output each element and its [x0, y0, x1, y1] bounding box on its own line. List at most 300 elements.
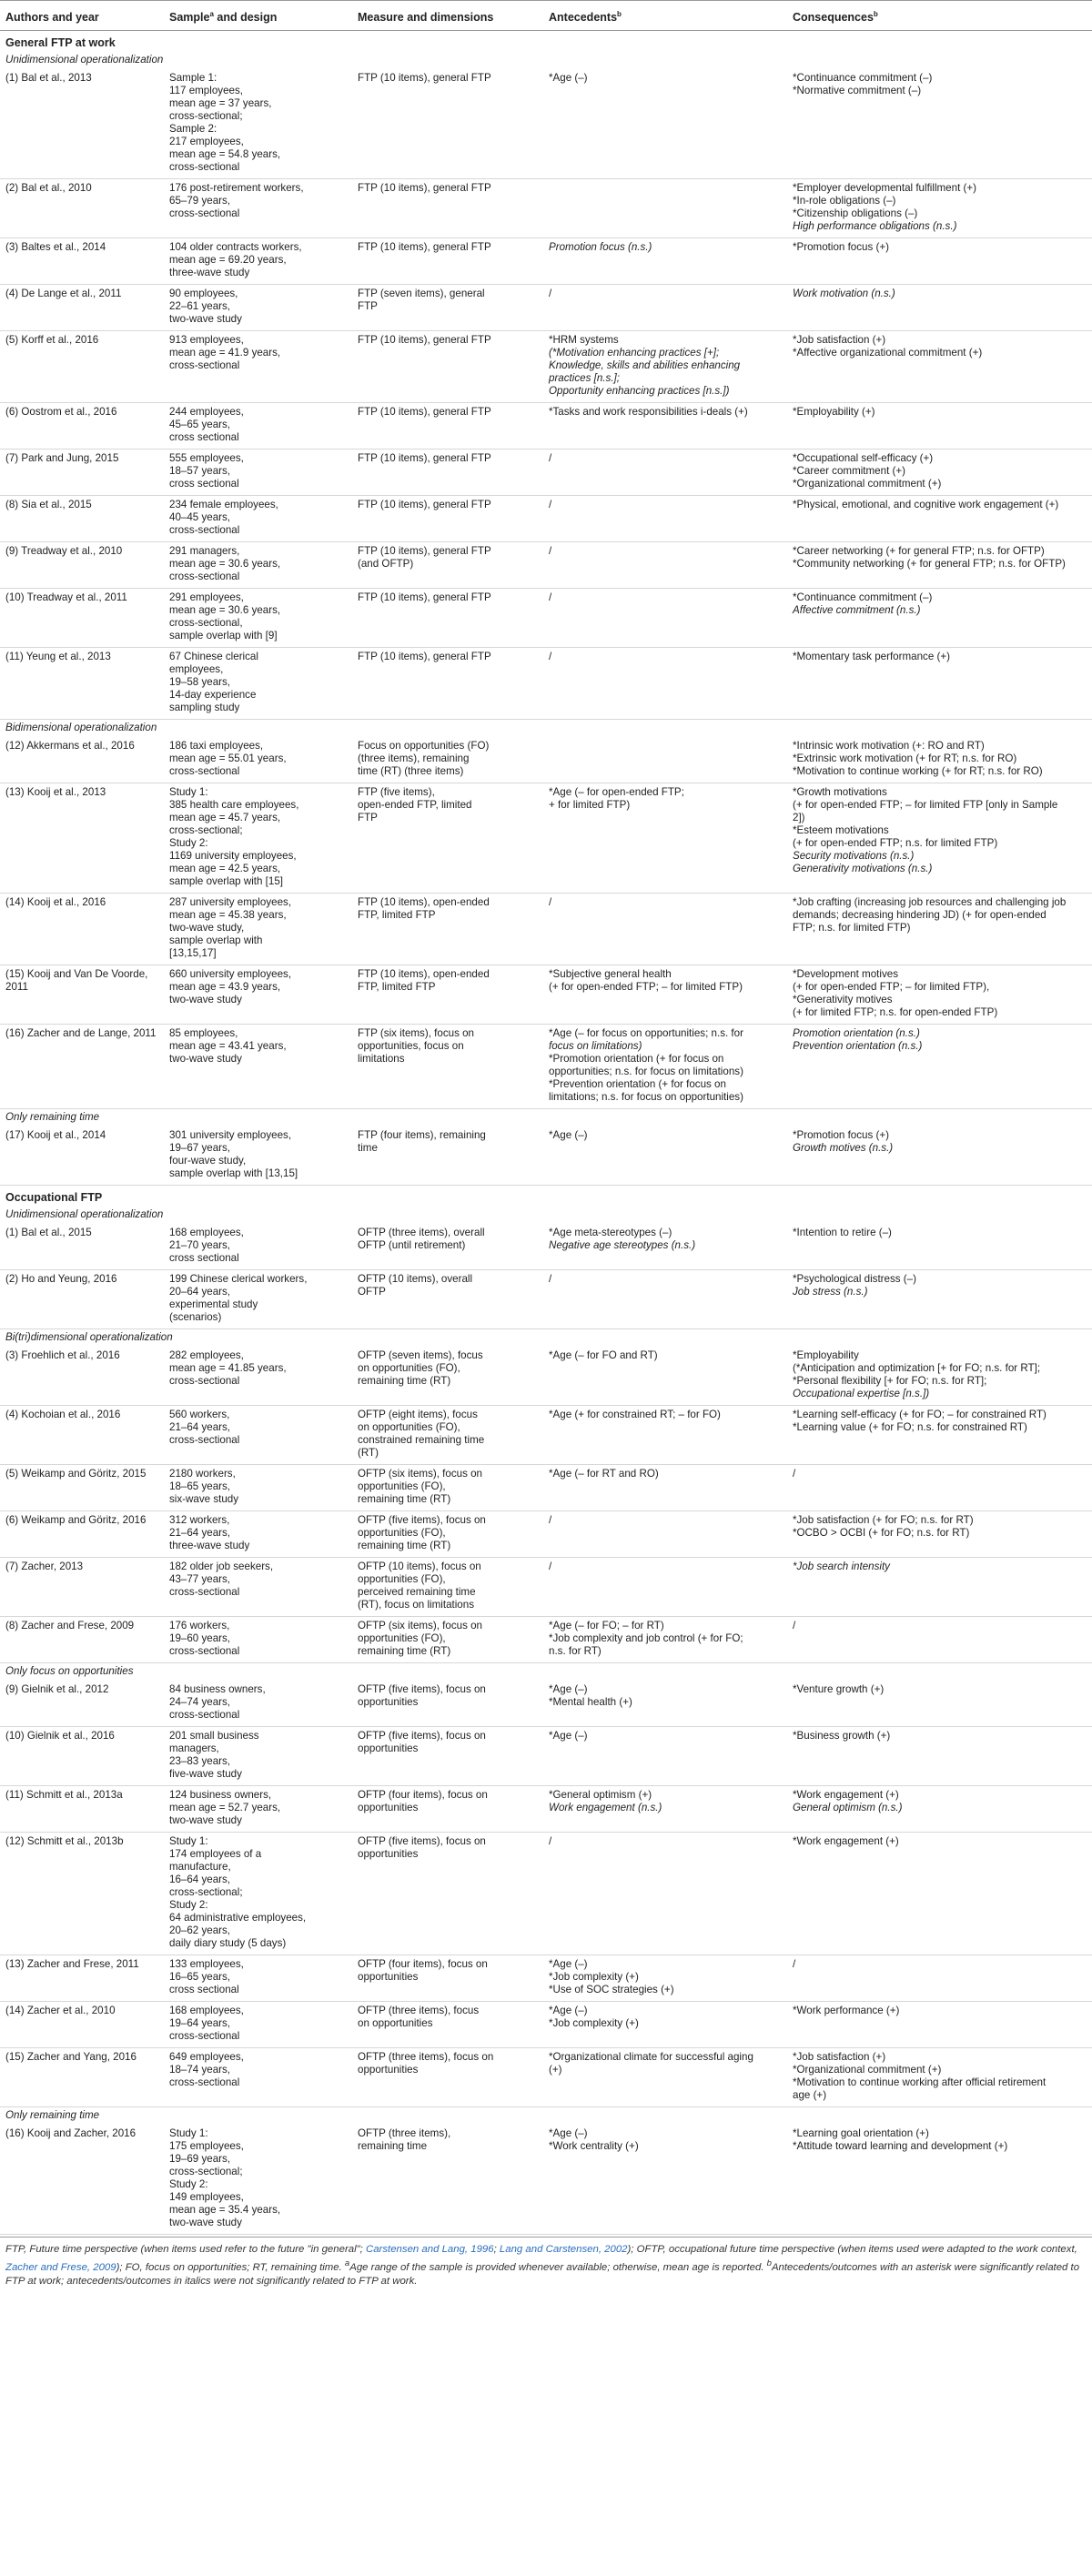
- table-row: [0, 1558, 1092, 1617]
- cell-antecedents: [543, 331, 787, 403]
- cell-author: (9) Treadway et al., 2010: [0, 542, 164, 589]
- table-row: [0, 648, 1092, 720]
- table-row: [0, 450, 1092, 496]
- cell-consequences: [787, 69, 1092, 179]
- consequence-line: /: [793, 1958, 796, 1971]
- cell-antecedents: [543, 1833, 787, 1955]
- cell-sample: 168 employees, 19–64 years, cross-sectional: [164, 2002, 352, 2048]
- consequence-line: *Learning goal orientation (+): [793, 2127, 929, 2140]
- cell-sample: 104 older contracts workers, mean age = 69.20 years, three-wave study: [164, 238, 352, 285]
- consequence-line: *Growth motivations: [793, 786, 887, 799]
- table-row: [0, 331, 1092, 403]
- cell-measure: OFTP (five items), focus on opportunities: [352, 1727, 543, 1786]
- cell-author: (7) Zacher, 2013: [0, 1558, 164, 1617]
- cell-antecedents: [543, 403, 787, 450]
- subsection-title: Bi(tri)dimensional operationalization: [5, 1331, 173, 1344]
- cell-antecedents: [543, 542, 787, 589]
- cell-antecedents: [543, 589, 787, 648]
- consequence-line: *Intention to retire (–): [793, 1227, 892, 1239]
- cell-author: (11) Yeung et al., 2013: [0, 648, 164, 720]
- antecedent-line: *Promotion orientation (+ for focus on: [549, 1053, 724, 1066]
- cell-measure: FTP (seven items), general FTP: [352, 285, 543, 331]
- cell-antecedents: [543, 894, 787, 965]
- footnote-reference-link[interactable]: Lang and Carstensen, 2002: [499, 2244, 628, 2256]
- cell-antecedents: [543, 1406, 787, 1465]
- antecedent-line: *Work centrality (+): [549, 2140, 639, 2153]
- cell-consequences: [787, 737, 1092, 783]
- cell-antecedents: [543, 2048, 787, 2107]
- antecedent-line: *Organizational climate for successful aging: [549, 2051, 753, 2064]
- antecedent-line: *Age (+ for constrained RT; – for FO): [549, 1409, 721, 1421]
- antecedent-line: /: [549, 1561, 552, 1573]
- consequence-line: *Learning self-efficacy (+ for FO; – for constrained RT): [793, 1409, 1046, 1421]
- antecedent-line: /: [549, 591, 552, 604]
- consequence-line: *Normative commitment (–): [793, 85, 922, 97]
- cell-measure: FTP (four items), remaining time: [352, 1126, 543, 1186]
- cell-antecedents: [543, 1270, 787, 1329]
- antecedent-line: *Age (–): [549, 72, 588, 85]
- consequence-line: Growth motives (n.s.): [793, 1142, 894, 1155]
- cell-sample: 312 workers, 21–64 years, three-wave study: [164, 1511, 352, 1558]
- cell-antecedents: [543, 1025, 787, 1109]
- cell-sample: 124 business owners, mean age = 52.7 years, two-wave study: [164, 1786, 352, 1833]
- antecedent-line: *Job complexity (+): [549, 1971, 639, 1984]
- consequence-line: (+ for open-ended FTP; – for limited FTP [only in Sample: [793, 799, 1058, 812]
- antecedent-line: (*Motivation enhancing practices [+];: [549, 347, 720, 359]
- cell-consequences: [787, 1025, 1092, 1109]
- cell-sample: 176 post-retirement workers, 65–79 years, cross-sectional: [164, 179, 352, 238]
- consequence-line: *Work engagement (+): [793, 1789, 899, 1802]
- consequence-line: 2]): [793, 812, 805, 824]
- consequence-line: *Motivation to continue working after official retirement: [793, 2076, 1046, 2089]
- cell-measure: OFTP (eight items), focus on opportunities (FO), constrained remaining time (RT): [352, 1406, 543, 1465]
- cell-antecedents: [543, 285, 787, 331]
- antecedent-line: *Use of SOC strategies (+): [549, 1984, 674, 1996]
- consequence-line: age (+): [793, 2089, 827, 2102]
- table-row: [0, 737, 1092, 783]
- cell-measure: FTP (10 items), general FTP: [352, 450, 543, 496]
- cell-author: (6) Weikamp and Göritz, 2016: [0, 1511, 164, 1558]
- consequence-line: General optimism (n.s.): [793, 1802, 903, 1814]
- cell-consequences: [787, 1833, 1092, 1955]
- cell-measure: OFTP (five items), focus on opportunities: [352, 1681, 543, 1727]
- cell-measure: Focus on opportunities (FO) (three items), remaining time (RT) (three items): [352, 737, 543, 783]
- antecedent-line: Opportunity enhancing practices [n.s.]): [549, 385, 730, 398]
- cell-author: (16) Kooij and Zacher, 2016: [0, 2125, 164, 2235]
- consequence-line: *Momentary task performance (+): [793, 651, 951, 663]
- header-sample-sup: a: [209, 10, 214, 18]
- cell-sample: Study 1: 385 health care employees, mean age = 45.7 years, cross-sectional; Study 2: 1169 university employees, mean age = 42.5 years, sample overlap with [15]: [164, 783, 352, 894]
- cell-sample: 234 female employees, 40–45 years, cross-sectional: [164, 496, 352, 542]
- cell-consequences: [787, 1681, 1092, 1727]
- footnote-sup: a: [344, 2258, 350, 2269]
- table-body: [0, 31, 1092, 2235]
- antecedent-line: (+ for open-ended FTP; – for limited FTP): [549, 981, 743, 994]
- cell-consequences: [787, 1558, 1092, 1617]
- cell-measure: OFTP (10 items), focus on opportunities (FO), perceived remaining time (RT), focus on limitations: [352, 1558, 543, 1617]
- consequence-line: *Citizenship obligations (–): [793, 207, 918, 220]
- consequence-line: *OCBO > OCBI (+ for FO; n.s. for RT): [793, 1527, 970, 1540]
- table-row: [0, 965, 1092, 1025]
- consequence-line: *Learning value (+ for FO; n.s. for constrained RT): [793, 1421, 1027, 1434]
- consequence-line: demands; decreasing hindering JD) (+ for open-ended: [793, 909, 1046, 922]
- antecedent-line: Knowledge, skills and abilities enhancing: [549, 359, 741, 372]
- cell-antecedents: [543, 1465, 787, 1511]
- cell-measure: OFTP (seven items), focus on opportunities (FO), remaining time (RT): [352, 1347, 543, 1406]
- cell-consequences: [787, 783, 1092, 894]
- antecedent-line: *Age (– for open-ended FTP;: [549, 786, 684, 799]
- cell-consequences: [787, 894, 1092, 965]
- antecedent-line: /: [549, 1514, 552, 1527]
- antecedent-line: *Mental health (+): [549, 1696, 632, 1709]
- cell-author: (9) Gielnik et al., 2012: [0, 1681, 164, 1727]
- table-row: [0, 1955, 1092, 2002]
- cell-antecedents: [543, 783, 787, 894]
- antecedent-line: focus on limitations): [549, 1040, 642, 1053]
- consequence-line: *Intrinsic work motivation (+: RO and RT): [793, 740, 985, 753]
- cell-sample: 186 taxi employees, mean age = 55.01 years, cross-sectional: [164, 737, 352, 783]
- cell-author: (17) Kooij et al., 2014: [0, 1126, 164, 1186]
- cell-sample: 560 workers, 21–64 years, cross-sectional: [164, 1406, 352, 1465]
- cell-measure: FTP (10 items), open-ended FTP, limited FTP: [352, 894, 543, 965]
- footnote-text: Antecedents/outcomes with an asterisk were significantly related to FTP at work; antecedents/outcomes in italics were not significantly related to FTP at work.: [5, 2261, 1080, 2287]
- consequence-line: *Physical, emotional, and cognitive work engagement (+): [793, 499, 1059, 511]
- cell-author: (14) Zacher et al., 2010: [0, 2002, 164, 2048]
- antecedent-line: *Age (–): [549, 2127, 588, 2140]
- antecedent-line: *Age (–): [549, 1958, 588, 1971]
- cell-author: (3) Froehlich et al., 2016: [0, 1347, 164, 1406]
- header-sample: [164, 1, 352, 31]
- table-row: [0, 403, 1092, 450]
- consequence-line: *Career commitment (+): [793, 465, 906, 478]
- subsection-title: Only focus on opportunities: [5, 1665, 134, 1678]
- antecedent-line: Promotion focus (n.s.): [549, 241, 652, 254]
- cell-measure: OFTP (three items), focus on opportunities: [352, 2002, 543, 2048]
- consequence-line: *Affective organizational commitment (+): [793, 347, 983, 359]
- cell-measure: FTP (six items), focus on opportunities, focus on limitations: [352, 1025, 543, 1109]
- table-row: [0, 69, 1092, 179]
- table-row: [0, 1727, 1092, 1786]
- cell-consequences: [787, 965, 1092, 1025]
- consequence-line: *Job search intensity: [793, 1561, 890, 1573]
- cell-sample: 282 employees, mean age = 41.85 years, cross-sectional: [164, 1347, 352, 1406]
- cell-measure: OFTP (six items), focus on opportunities (FO), remaining time (RT): [352, 1465, 543, 1511]
- cell-consequences: [787, 589, 1092, 648]
- antecedent-line: /: [549, 288, 552, 300]
- subsection-title: Unidimensional operationalization: [5, 54, 164, 66]
- consequence-line: *Employer developmental fulfillment (+): [793, 182, 977, 195]
- cell-author: (13) Zacher and Frese, 2011: [0, 1955, 164, 2002]
- consequence-line: FTP; n.s. for limited FTP): [793, 922, 911, 934]
- antecedent-line: *Job complexity (+): [549, 2017, 639, 2030]
- consequence-line: *Generativity motives: [793, 994, 893, 1006]
- consequence-line: High performance obligations (n.s.): [793, 220, 957, 233]
- cell-sample: 176 workers, 19–60 years, cross-sectional: [164, 1617, 352, 1663]
- cell-measure: OFTP (three items), overall OFTP (until retirement): [352, 1224, 543, 1270]
- header-row: [0, 1, 1092, 31]
- table-row: [0, 589, 1092, 648]
- cell-sample: 291 managers, mean age = 30.6 years, cross-sectional: [164, 542, 352, 589]
- cell-antecedents: [543, 2125, 787, 2235]
- consequence-line: *In-role obligations (–): [793, 195, 896, 207]
- cell-consequences: [787, 285, 1092, 331]
- cell-measure: FTP (10 items), general FTP: [352, 496, 543, 542]
- consequence-line: *Continuance commitment (–): [793, 591, 933, 604]
- cell-antecedents: [543, 1224, 787, 1270]
- antecedent-line: /: [549, 545, 552, 558]
- antecedent-line: n.s. for RT): [549, 1645, 602, 1658]
- cell-measure: FTP (five items), open-ended FTP, limited FTP: [352, 783, 543, 894]
- cell-consequences: [787, 648, 1092, 720]
- cell-consequences: [787, 238, 1092, 285]
- consequence-line: *Continuance commitment (–): [793, 72, 933, 85]
- cell-author: (4) De Lange et al., 2011: [0, 285, 164, 331]
- cell-consequences: [787, 403, 1092, 450]
- consequence-line: Generativity motivations (n.s.): [793, 863, 933, 875]
- consequence-line: Promotion orientation (n.s.): [793, 1027, 920, 1040]
- antecedent-line: *Age (–): [549, 2005, 588, 2017]
- table-row: [0, 1511, 1092, 1558]
- cell-sample: 301 university employees, 19–67 years, four-wave study, sample overlap with [13,15]: [164, 1126, 352, 1186]
- table-row: [0, 285, 1092, 331]
- cell-sample: 660 university employees, mean age = 43.9 years, two-wave study: [164, 965, 352, 1025]
- antecedent-line: /: [549, 1835, 552, 1848]
- subsection-title: Unidimensional operationalization: [5, 1208, 164, 1221]
- consequence-line: *Promotion focus (+): [793, 241, 889, 254]
- cell-author: (10) Gielnik et al., 2016: [0, 1727, 164, 1786]
- cell-consequences: [787, 2002, 1092, 2048]
- consequence-line: *Work performance (+): [793, 2005, 900, 2017]
- cell-author: (8) Sia et al., 2015: [0, 496, 164, 542]
- cell-antecedents: [543, 179, 787, 238]
- table-row: [0, 2002, 1092, 2048]
- footnote-reference-link[interactable]: Carstensen and Lang, 1996: [365, 2244, 494, 2256]
- antecedent-line: *General optimism (+): [549, 1789, 652, 1802]
- cell-author: (10) Treadway et al., 2011: [0, 589, 164, 648]
- cell-consequences: [787, 1224, 1092, 1270]
- cell-sample: 291 employees, mean age = 30.6 years, cross-sectional, sample overlap with [9]: [164, 589, 352, 648]
- cell-measure: FTP (10 items), general FTP: [352, 69, 543, 179]
- cell-sample: 133 employees, 16–65 years, cross sectional: [164, 1955, 352, 2002]
- consequence-line: *Development motives: [793, 968, 898, 981]
- antecedent-line: (+): [549, 2064, 562, 2076]
- cell-consequences: [787, 450, 1092, 496]
- cell-consequences: [787, 1270, 1092, 1329]
- cell-consequences: [787, 496, 1092, 542]
- antecedent-line: *Age (–): [549, 1730, 588, 1743]
- cell-sample: 287 university employees, mean age = 45.38 years, two-wave study, sample overlap with [13,15,17]: [164, 894, 352, 965]
- cell-consequences: [787, 1126, 1092, 1186]
- cell-antecedents: [543, 1511, 787, 1558]
- consequence-line: *Job satisfaction (+ for FO; n.s. for RT): [793, 1514, 974, 1527]
- consequence-line: *Motivation to continue working (+ for RT; n.s. for RO): [793, 765, 1043, 778]
- cell-author: (2) Ho and Yeung, 2016: [0, 1270, 164, 1329]
- consequence-line: *Employability (+): [793, 406, 875, 419]
- cell-author: (5) Korff et al., 2016: [0, 331, 164, 403]
- cell-sample: 84 business owners, 24–74 years, cross-sectional: [164, 1681, 352, 1727]
- consequence-line: *Attitude toward learning and development (+): [793, 2140, 1008, 2153]
- table-row: [0, 894, 1092, 965]
- consequence-line: Work motivation (n.s.): [793, 288, 895, 300]
- table-row: [0, 1617, 1092, 1663]
- section-header-row: [0, 1186, 1092, 1207]
- cell-consequences: [787, 2048, 1092, 2107]
- consequence-line: *Promotion focus (+): [793, 1129, 889, 1142]
- consequence-line: Security motivations (n.s.): [793, 850, 915, 863]
- consequence-line: *Organizational commitment (+): [793, 2064, 942, 2076]
- cell-author: (16) Zacher and de Lange, 2011: [0, 1025, 164, 1109]
- consequence-line: *Community networking (+ for general FTP; n.s. for OFTP): [793, 558, 1066, 571]
- antecedent-line: /: [549, 452, 552, 465]
- cell-sample: 555 employees, 18–57 years, cross sectional: [164, 450, 352, 496]
- cell-measure: FTP (10 items), general FTP: [352, 589, 543, 648]
- cell-measure: FTP (10 items), general FTP (and OFTP): [352, 542, 543, 589]
- cell-measure: OFTP (10 items), overall OFTP: [352, 1270, 543, 1329]
- consequence-line: Job stress (n.s.): [793, 1286, 868, 1298]
- cell-author: (8) Zacher and Frese, 2009: [0, 1617, 164, 1663]
- table-header: [0, 1, 1092, 31]
- section-title: Occupational FTP: [5, 1191, 103, 1205]
- cell-consequences: [787, 1511, 1092, 1558]
- antecedent-line: /: [549, 651, 552, 663]
- cell-consequences: [787, 1727, 1092, 1786]
- consequence-line: *Extrinsic work motivation (+ for RT; n.s. for RO): [793, 753, 1017, 765]
- cell-consequences: [787, 331, 1092, 403]
- antecedent-line: Negative age stereotypes (n.s.): [549, 1239, 696, 1252]
- antecedent-line: Work engagement (n.s.): [549, 1802, 662, 1814]
- antecedent-line: /: [549, 1273, 552, 1286]
- antecedent-line: *Job complexity and job control (+ for FO;: [549, 1632, 743, 1645]
- cell-consequences: [787, 2125, 1092, 2235]
- antecedent-line: *Age (–): [549, 1129, 588, 1142]
- consequence-line: Occupational expertise [n.s.]): [793, 1388, 930, 1400]
- cell-sample: 2180 workers, 18–65 years, six-wave study: [164, 1465, 352, 1511]
- subsection-header-row: [0, 1109, 1092, 1127]
- antecedent-line: *Subjective general health: [549, 968, 672, 981]
- header-sample-tail: and design: [213, 11, 278, 25]
- subsection-header-row: [0, 2107, 1092, 2126]
- cell-author: (7) Park and Jung, 2015: [0, 450, 164, 496]
- cell-measure: FTP (10 items), general FTP: [352, 331, 543, 403]
- footnote-sup: b: [766, 2258, 772, 2269]
- cell-antecedents: [543, 1126, 787, 1186]
- cell-antecedents: [543, 648, 787, 720]
- antecedent-line: *Age (– for RT and RO): [549, 1468, 659, 1480]
- cell-sample: Study 1: 175 employees, 19–69 years, cross-sectional; Study 2: 149 employees, mean age = 35.4 years, two-wave study: [164, 2125, 352, 2235]
- footnote-text: ); OFTP, occupational future time perspective (when items used were adapted to the work context,: [627, 2244, 1077, 2256]
- cell-consequences: [787, 1955, 1092, 2002]
- subsection-title: Only remaining time: [5, 1111, 100, 1124]
- cell-sample: Study 1: 174 employees of a manufacture, 16–64 years, cross-sectional; Study 2: 64 administrative employees, 20–62 years, daily diary study (5 days): [164, 1833, 352, 1955]
- cell-measure: OFTP (four items), focus on opportunities: [352, 1955, 543, 2002]
- cell-sample: 201 small business managers, 23–83 years, five-wave study: [164, 1727, 352, 1786]
- consequence-line: *Psychological distress (–): [793, 1273, 916, 1286]
- header-consequences-label: Consequences: [793, 11, 874, 25]
- cell-author: (13) Kooij et al., 2013: [0, 783, 164, 894]
- cell-measure: FTP (10 items), open-ended FTP, limited FTP: [352, 965, 543, 1025]
- cell-sample: 85 employees, mean age = 43.41 years, two-wave study: [164, 1025, 352, 1109]
- subsection-header-row: [0, 1329, 1092, 1348]
- header-authors: [0, 1, 164, 31]
- consequence-line: *Personal flexibility [+ for FO; n.s. for RT];: [793, 1375, 987, 1388]
- header-consequences: [787, 1, 1092, 31]
- antecedent-line: limitations; n.s. for focus on opportunities): [549, 1091, 743, 1104]
- consequence-line: (*Anticipation and optimization [+ for FO; n.s. for RT];: [793, 1362, 1041, 1375]
- subsection-header-row: [0, 52, 1092, 69]
- footnote-text: ); FO, focus on opportunities; RT, remaining time.: [116, 2261, 345, 2273]
- cell-measure: OFTP (three items), focus on opportunities: [352, 2048, 543, 2107]
- antecedent-line: practices [n.s.];: [549, 372, 620, 385]
- table-row: [0, 783, 1092, 894]
- antecedent-line: + for limited FTP): [549, 799, 631, 812]
- consequence-line: (+ for open-ended FTP; n.s. for limited FTP): [793, 837, 998, 850]
- consequence-line: *Job satisfaction (+): [793, 334, 886, 347]
- consequence-line: (+ for open-ended FTP; – for limited FTP),: [793, 981, 990, 994]
- footnote-text: ;: [493, 2244, 500, 2256]
- antecedent-line: /: [549, 896, 552, 909]
- consequence-line: *Business growth (+): [793, 1730, 891, 1743]
- cell-sample: 244 employees, 45–65 years, cross sectional: [164, 403, 352, 450]
- consequence-line: *Job satisfaction (+): [793, 2051, 886, 2064]
- cell-antecedents: [543, 737, 787, 783]
- cell-author: (6) Oostrom et al., 2016: [0, 403, 164, 450]
- table-row: [0, 1270, 1092, 1329]
- table-row: [0, 238, 1092, 285]
- cell-antecedents: [543, 1786, 787, 1833]
- table-row: [0, 496, 1092, 542]
- cell-sample: 182 older job seekers, 43–77 years, cross-sectional: [164, 1558, 352, 1617]
- cell-author: (12) Akkermans et al., 2016: [0, 737, 164, 783]
- cell-consequences: [787, 1465, 1092, 1511]
- cell-measure: OFTP (three items), remaining time: [352, 2125, 543, 2235]
- antecedent-line: *Age (–): [549, 1683, 588, 1696]
- header-antecedents-label: Antecedents: [549, 11, 618, 25]
- cell-consequences: [787, 1617, 1092, 1663]
- cell-antecedents: [543, 1681, 787, 1727]
- subsection-header-row: [0, 720, 1092, 738]
- table-row: [0, 1025, 1092, 1109]
- cell-measure: OFTP (five items), focus on opportunities: [352, 1833, 543, 1955]
- cell-author: (15) Zacher and Yang, 2016: [0, 2048, 164, 2107]
- header-measure-label: Measure and dimensions: [358, 11, 494, 25]
- cell-antecedents: [543, 450, 787, 496]
- section-header-row: [0, 31, 1092, 53]
- consequence-line: /: [793, 1468, 796, 1480]
- consequence-line: *Career networking (+ for general FTP; n.s. for OFTP): [793, 545, 1045, 558]
- table-row: [0, 1224, 1092, 1270]
- cell-antecedents: [543, 1617, 787, 1663]
- table-row: [0, 1465, 1092, 1511]
- cell-author: (3) Baltes et al., 2014: [0, 238, 164, 285]
- table-row: [0, 1681, 1092, 1727]
- footnote-reference-link[interactable]: Zacher and Frese, 2009: [5, 2261, 116, 2273]
- table-row: [0, 1126, 1092, 1186]
- consequence-line: *Employability: [793, 1349, 859, 1362]
- table-row: [0, 179, 1092, 238]
- antecedent-line: *Age (– for FO and RT): [549, 1349, 658, 1362]
- antecedent-line: *HRM systems: [549, 334, 619, 347]
- section-title: General FTP at work: [5, 36, 116, 50]
- consequence-line: Affective commitment (n.s.): [793, 604, 921, 617]
- cell-measure: FTP (10 items), general FTP: [352, 648, 543, 720]
- table-row: [0, 1406, 1092, 1465]
- header-sample-label: Sample: [169, 11, 210, 25]
- cell-measure: FTP (10 items), general FTP: [352, 238, 543, 285]
- antecedent-line: *Prevention orientation (+ for focus on: [549, 1078, 726, 1091]
- consequence-line: *Occupational self-efficacy (+): [793, 452, 934, 465]
- cell-author: (4) Kochoian et al., 2016: [0, 1406, 164, 1465]
- table-footnote: [0, 2237, 1092, 2288]
